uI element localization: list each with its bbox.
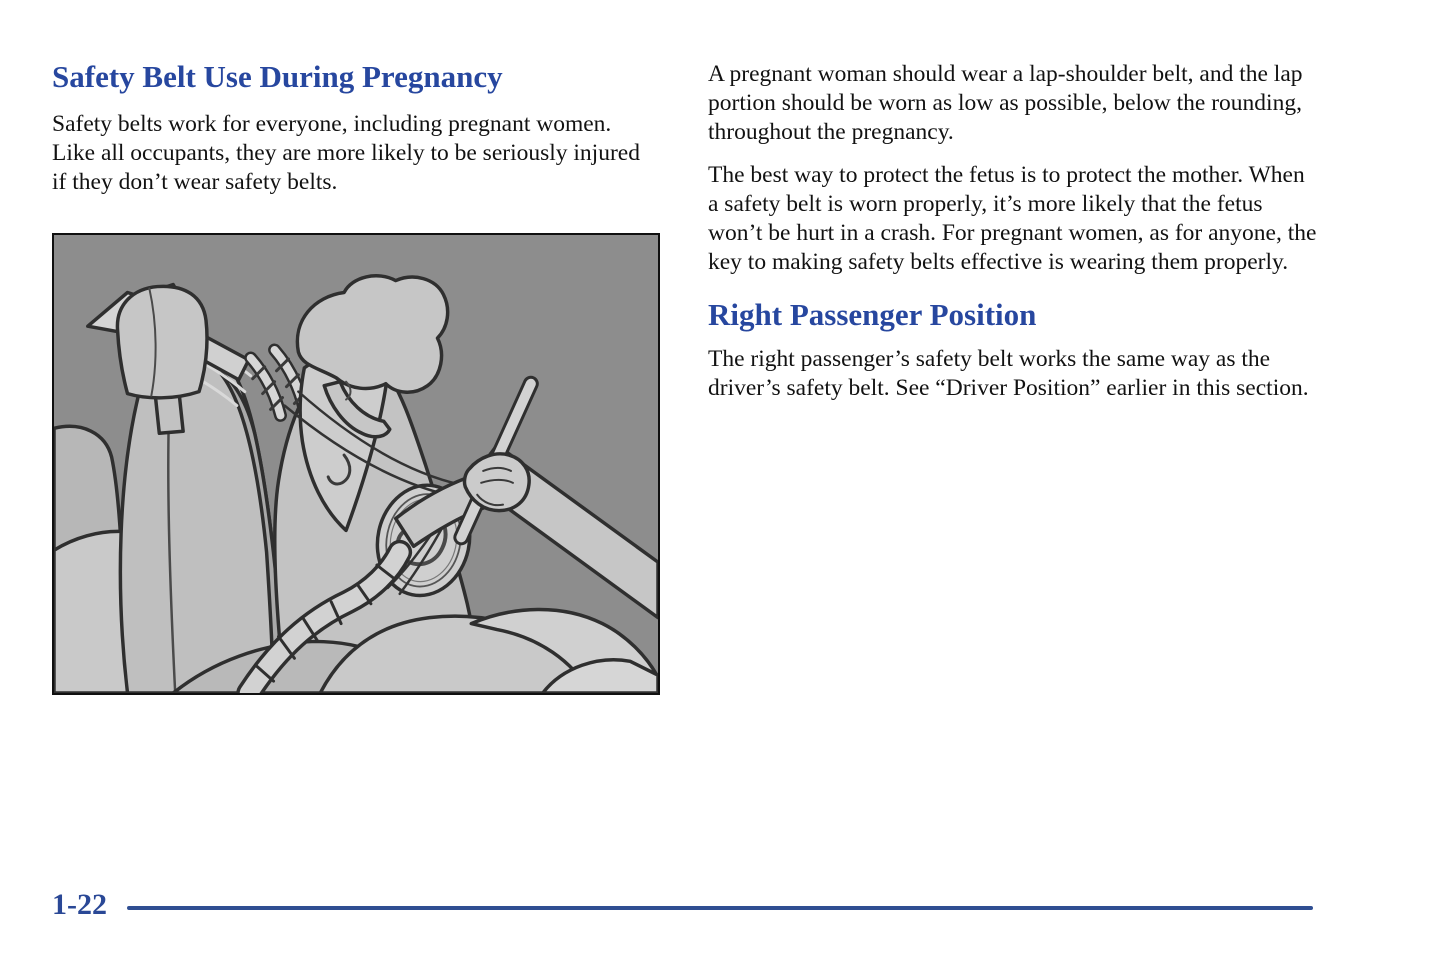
page-number: 1-22: [52, 888, 107, 921]
paragraph: A pregnant woman should wear a lap-shoulder belt, and the lap portion should be worn as low as possible, below the rounding, throughout the pregnancy.: [708, 61, 1303, 145]
illustration-svg: [54, 235, 658, 693]
section-heading-pregnancy: Safety Belt Use During Pregnancy: [52, 59, 503, 94]
right-column: [708, 60, 1320, 417]
paragraph: The right passenger’s safety belt works the same way as the driver’s safety belt. See “Driver Position” earlier in this section.: [708, 345, 1309, 401]
pregnancy-belt-illustration: [52, 233, 660, 695]
footer-rule: [127, 906, 1313, 910]
section-heading-right-passenger: Right Passenger Position: [708, 297, 1037, 332]
paragraph: The best way to protect the fetus is to protect the mother. When a safety belt is worn properly, it’s more likely that the fetus won’t be hurt in a crash. For pregnant women, as for anyone, the key to making safety belts effective is wearing them properly.: [708, 162, 1317, 275]
paragraph: Safety belts work for everyone, including pregnant women. Like all occupants, they are more likely to be seriously injured if they don’t wear safety belts.: [52, 110, 640, 195]
left-column: [52, 60, 658, 211]
